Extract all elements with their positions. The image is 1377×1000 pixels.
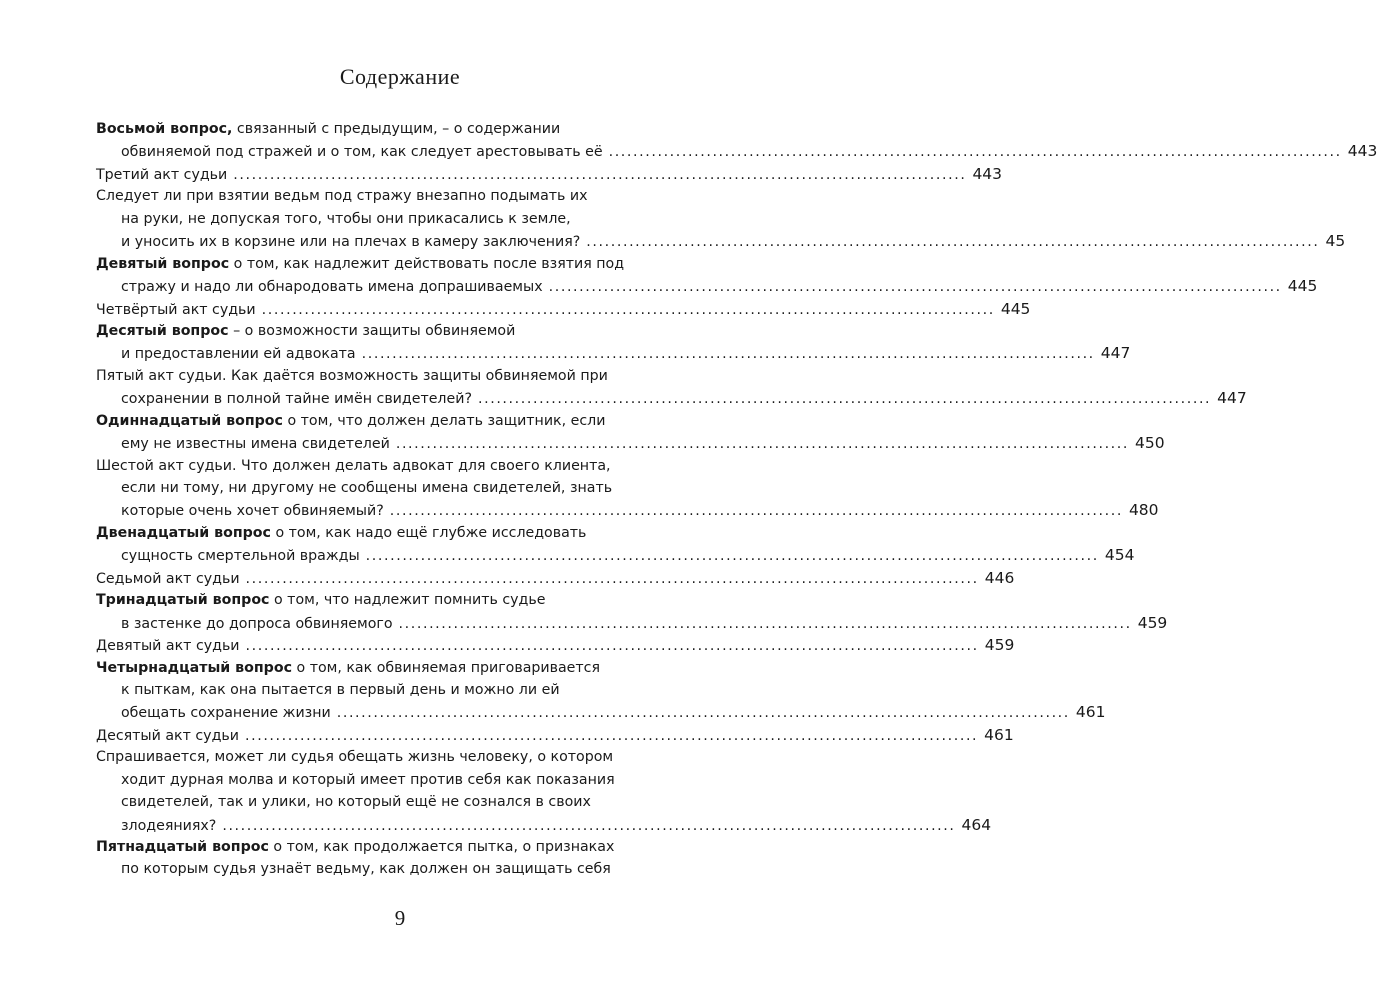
toc-line-body: обещать сохранение жизни: [121, 705, 331, 722]
dot-leader: ........................................................................................................................: [244, 727, 979, 744]
toc-page-number: 461: [1075, 703, 1106, 722]
toc-line: [96, 814, 992, 836]
toc-line: [96, 230, 1346, 252]
toc-question-heading: Двенадцатый вопрос: [96, 524, 271, 541]
toc-line-text: [121, 858, 611, 880]
toc-line: [96, 657, 680, 679]
toc-line-text: [96, 118, 560, 140]
toc-page-number: 45: [1325, 232, 1346, 251]
toc-line-body: связанный с предыдущим, – о содержании: [232, 121, 561, 137]
toc-line-text: [96, 725, 239, 747]
toc-entry: [96, 163, 1003, 185]
toc-question-heading: Четырнадцатый вопрос: [96, 659, 292, 676]
toc-line-body: Шестой акт судьи. Что должен делать адвокат для своего клиента,: [96, 457, 611, 474]
toc-line: [96, 387, 1247, 409]
toc-line-text: [96, 253, 624, 275]
dot-leader: ........................................................................................................................: [245, 638, 979, 655]
toc-line-text: [96, 410, 605, 432]
dot-leader: ........................................................................................................................: [395, 436, 1130, 453]
toc-line-body: о том, что надлежит помнить судье: [269, 592, 546, 609]
toc-line: [96, 118, 680, 140]
toc-page-number: 443: [1347, 142, 1377, 161]
toc-line-text: [121, 388, 472, 410]
toc-page-number: 480: [1128, 501, 1159, 520]
toc-line-body: если ни тому, ни другому не сообщены имена свидетелей, знать: [121, 480, 613, 496]
toc-page-number: 459: [1137, 613, 1168, 632]
toc-line: [96, 679, 680, 701]
toc-line-text: [96, 164, 227, 186]
toc-line-text: [121, 769, 615, 791]
toc-line: [96, 634, 1015, 656]
toc-page-number: 464: [961, 815, 992, 834]
toc-line-text: [96, 746, 613, 768]
toc-entry: [96, 185, 1346, 252]
toc-line-body: о том, что должен делать защитник, если: [282, 412, 606, 429]
toc-page-number: 459: [984, 636, 1015, 655]
toc-line-body: стражу и надо ли обнародовать имена допрашиваемых: [121, 279, 543, 296]
toc-page-number: 443: [972, 164, 1003, 183]
toc-line: [96, 522, 680, 544]
toc-line: [96, 410, 680, 432]
toc-page-number: 445: [1000, 299, 1031, 318]
toc-page-number: 461: [984, 725, 1014, 744]
toc-line-text: [121, 500, 384, 522]
toc-entry: [96, 455, 1159, 522]
toc-line-body: к пыткам, как она пытается в первый день и можно ли ей: [121, 681, 560, 698]
toc-line: [96, 298, 1031, 320]
table-of-contents: [96, 118, 1377, 881]
toc-line-text: [96, 589, 545, 611]
dot-leader: ........................................................................................................................: [222, 817, 956, 834]
toc-line-body: Десятый акт судьи: [96, 727, 239, 744]
toc-page-number: 447: [1217, 389, 1247, 408]
toc-line-text: [96, 522, 586, 544]
toc-line-body: и уносить их в корзине или на плечах в камеру заключения?: [121, 234, 581, 251]
toc-line: [96, 791, 680, 813]
toc-line-text: [121, 815, 216, 837]
toc-line-text: [121, 545, 360, 567]
toc-question-heading: Десятый вопрос: [96, 322, 229, 339]
toc-line: [96, 701, 1106, 723]
dot-leader: ........................................................................................................................: [548, 279, 1282, 296]
dot-leader: ........................................................................................................................: [398, 615, 1132, 632]
toc-line-body: о том, как надлежит действовать после взятия под: [229, 255, 625, 272]
toc-line-text: [121, 276, 543, 298]
toc-line-text: [96, 320, 515, 342]
toc-line: [96, 342, 1131, 364]
toc-line: [96, 544, 1135, 566]
toc-line: [96, 455, 680, 477]
toc-line-text: [96, 836, 614, 858]
toc-line-text: [96, 299, 256, 321]
toc-line: [96, 567, 1015, 589]
toc-page-number: 454: [1104, 546, 1135, 565]
toc-line: [96, 140, 1377, 162]
dot-leader: ........................................................................................................................: [586, 234, 1320, 251]
toc-line-body: о том, как продолжается пытка, о признаках: [268, 839, 615, 855]
toc-line-text: [96, 635, 240, 657]
dot-leader: ........................................................................................................................: [245, 570, 979, 587]
toc-line-text: [121, 141, 603, 163]
toc-entry: [96, 589, 1168, 634]
toc-line-body: Седьмой акт судьи: [96, 570, 240, 587]
toc-line-text: [121, 208, 571, 230]
toc-line-body: Спрашивается, может ли судья обещать жизнь человеку, о котором: [96, 749, 614, 766]
toc-line-body: которые очень хочет обвиняемый?: [121, 503, 384, 520]
toc-line-text: [96, 568, 240, 590]
toc-line-text: [121, 679, 560, 701]
toc-entry: [96, 298, 1031, 320]
toc-line-text: [96, 455, 611, 477]
toc-line-text: [121, 343, 356, 365]
toc-entry: [96, 253, 1318, 298]
toc-line-body: свидетелей, так и улики, но который ещё не сознался в своих: [121, 794, 591, 811]
toc-line-text: [121, 231, 580, 253]
toc-line-body: о том, как надо ещё глубже исследовать: [270, 524, 587, 541]
toc-entry: [96, 118, 1377, 163]
dot-leader: ........................................................................................................................: [336, 705, 1070, 722]
toc-line-body: ходит дурная молва и который имеет против себя как показания: [121, 771, 615, 788]
toc-line: [96, 253, 680, 275]
toc-page-number: 450: [1135, 434, 1165, 453]
toc-line-text: [121, 477, 612, 499]
toc-line-body: Следует ли при взятии ведьм под стражу внезапно подымать их: [96, 188, 588, 205]
toc-line-body: – о возможности защиты обвиняемой: [228, 322, 516, 339]
toc-line: [96, 432, 1165, 454]
toc-line-body: по которым судья узнаёт ведьму, как должен он защищать себя: [121, 861, 611, 878]
toc-line: [96, 477, 680, 499]
toc-line-body: в застенке до допроса обвиняемого: [121, 615, 393, 632]
toc-line-text: [121, 433, 390, 455]
toc-line-body: Третий акт судьи: [96, 166, 228, 183]
dot-leader: ........................................................................................................................: [477, 391, 1212, 408]
toc-line-text: [96, 185, 588, 207]
toc-line-body: на руки, не допуская того, чтобы они прикасались к земле,: [121, 210, 571, 227]
dot-leader: ........................................................................................................................: [608, 144, 1342, 161]
toc-line: [96, 746, 680, 768]
toc-entry: [96, 724, 1014, 746]
dot-leader: ........................................................................................................................: [233, 166, 967, 183]
toc-line-body: обвиняемой под стражей и о том, как следует арестовывать её: [121, 144, 603, 161]
toc-line-body: злодеяниях?: [121, 817, 217, 834]
toc-line: [96, 185, 680, 207]
toc-entry: [96, 567, 1015, 589]
toc-page-number: 447: [1100, 344, 1131, 363]
toc-question-heading: Пятнадцатый вопрос: [96, 839, 269, 855]
toc-line: [96, 612, 1168, 634]
toc-entry: [96, 836, 680, 881]
toc-entry: [96, 657, 1106, 724]
toc-line: [96, 724, 1014, 746]
toc-line-body: Пятый акт судьи. Как даётся возможность защиты обвиняемой при: [96, 367, 608, 384]
toc-line-body: ему не известны имена свидетелей: [121, 436, 390, 453]
toc-line: [96, 208, 680, 230]
toc-question-heading: Тринадцатый вопрос: [96, 592, 270, 609]
page-number: 9: [394, 906, 406, 930]
toc-line: [96, 163, 1003, 185]
toc-entry: [96, 746, 992, 836]
toc-line-body: Девятый акт судьи: [96, 638, 240, 655]
toc-question-heading: Девятый вопрос: [96, 255, 230, 272]
toc-line-body: сохранении в полной тайне имён свидетелей?: [121, 391, 472, 408]
toc-question-heading: Одиннадцатый вопрос: [96, 412, 283, 429]
toc-line: [96, 320, 680, 342]
dot-leader: ........................................................................................................................: [361, 346, 1095, 363]
toc-line-body: Четвёртый акт судьи: [96, 301, 256, 318]
toc-line-text: [96, 657, 600, 679]
toc-line-text: [121, 702, 331, 724]
toc-entry: [96, 522, 1135, 567]
toc-entry: [96, 365, 1247, 410]
toc-line-body: сущность смертельной вражды: [121, 548, 360, 565]
toc-line-body: о том, как обвиняемая приговаривается: [292, 659, 601, 676]
toc-line-text: [96, 365, 608, 387]
toc-line-text: [121, 791, 591, 813]
toc-line-body: и предоставлении ей адвоката: [121, 346, 356, 363]
dot-leader: ........................................................................................................................: [365, 548, 1099, 565]
toc-page-number: 445: [1287, 277, 1318, 296]
toc-line: [96, 589, 680, 611]
toc-line: [96, 769, 680, 791]
toc-line-text: [121, 613, 393, 635]
page-title: Содержание: [339, 64, 461, 89]
toc-line: [96, 858, 680, 880]
toc-entry: [96, 634, 1015, 656]
dot-leader: ........................................................................................................................: [261, 301, 995, 318]
toc-line: [96, 836, 680, 858]
toc-page-number: 446: [984, 568, 1015, 587]
toc-line: [96, 275, 1318, 297]
toc-entry: [96, 320, 1131, 365]
dot-leader: ........................................................................................................................: [389, 503, 1123, 520]
toc-line: [96, 499, 1159, 521]
toc-line: [96, 365, 680, 387]
toc-entry: [96, 410, 1165, 455]
toc-question-heading: Восьмой вопрос,: [96, 121, 233, 137]
